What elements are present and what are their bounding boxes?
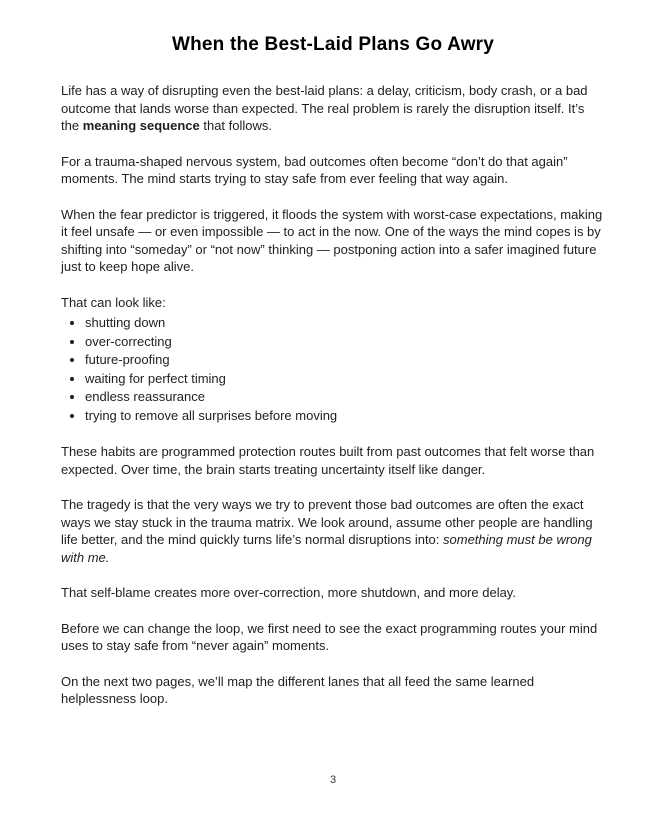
list-item: • over-correcting (85, 333, 605, 352)
paragraph-3: When the fear predictor is triggered, it floods the system with worst-case expectations, making it feel unsafe — or even impossible — to act in the now. One of the ways the mind copes is by shifting into “someday” or “not now” thinking — postponing action into a safer imagined future just to keep hope alive. (61, 206, 603, 274)
coping-bullet-list (61, 314, 605, 425)
bold-phrase-meaning-sequence: meaning sequence (82, 118, 200, 133)
list-intro: That can look like: (61, 294, 166, 310)
list-item: • waiting for perfect timing (85, 370, 605, 389)
paragraph-2: For a trauma-shaped nervous system, bad outcomes often become “don’t do that again” moments. The mind starts trying to stay safe from ever feeling that way again. (61, 153, 568, 186)
page-number: 3 (329, 774, 337, 786)
paragraph-1 (61, 82, 605, 135)
paragraph-5: These habits are programmed protection routes built from past outcomes that felt worse than expected. Over time, the brain starts treating uncertainty itself like danger. (61, 444, 595, 477)
list-item: • endless reassurance (85, 388, 605, 407)
list-item: • trying to remove all surprises before moving (85, 407, 605, 426)
paragraph-1-text: Life has a way of disrupting even the best-laid plans: a delay, criticism, body crash, or a bad outcome that lands worse than expected. The real problem is rarely the disruption itself. It’s the (61, 83, 588, 133)
page-title: When the Best-Laid Plans Go Awry (171, 34, 495, 55)
paragraph-1-text-end: that follows. (199, 118, 272, 133)
paragraph-8: Before we can change the loop, we first need to see the exact programming routes your mind uses to stay safe from “never again” moments. (61, 620, 598, 653)
list-item: • future-proofing (85, 351, 605, 370)
paragraph-6 (61, 496, 605, 566)
paragraph-7: That self-blame creates more over-correction, more shutdown, and more delay. (61, 585, 516, 600)
list-item: • shutting down (85, 314, 605, 333)
italic-phrase-self-blame: something must be wrong with me. (61, 532, 592, 565)
paragraph-9: On the next two pages, we’ll map the different lanes that all feed the same learned helplessness loop. (61, 673, 535, 706)
paragraph-6-text: The tragedy is that the very ways we try to prevent those bad outcomes are often the exact ways we stay stuck in the trauma matrix. We look around, assume other people are handling life better, and the mind quickly turns life’s normal disruptions into: (61, 497, 593, 547)
